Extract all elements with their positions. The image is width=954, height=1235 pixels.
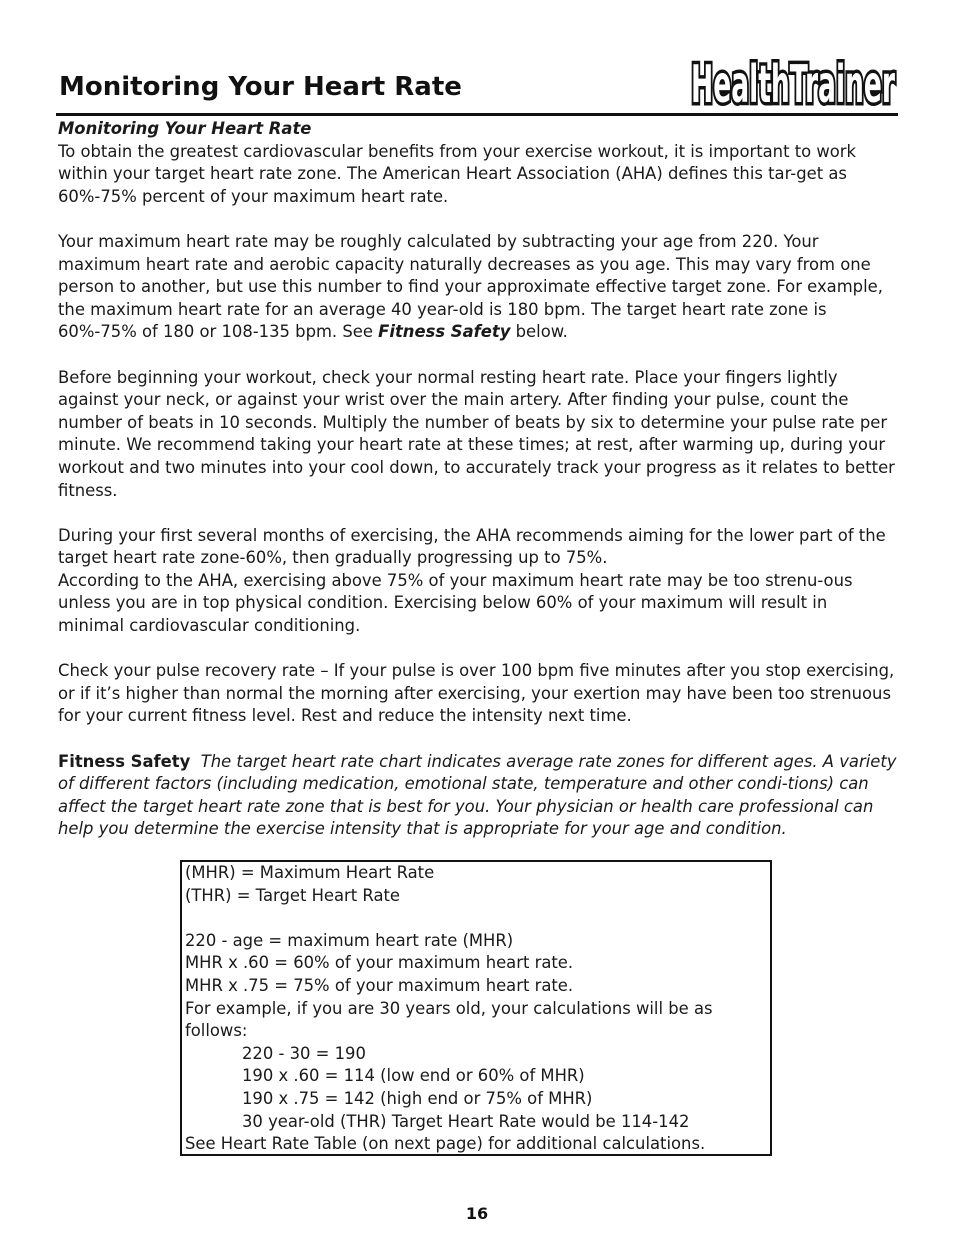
calc-line-see-table: See Heart Rate Table (on next page) for additional calculations. xyxy=(185,1134,706,1154)
paragraph-resting-rate: Before beginning your workout, check your normal resting heart rate. Place your fingers lightly against your neck, or against your wrist over the main artery. After finding your pulse, count the number of beats in 10 seconds. Multiply the number of beats by six to determine your pulse rate per minute. We recommend taking your heart rate at these times; at rest, after warming up, during your workout and two minutes into your cool down, to accurately track your progress as it relates to better fitness. xyxy=(58,367,895,500)
logo-text-fill: HealthTrainer xyxy=(691,55,896,111)
calc-line-thr-def: (THR) = Target Heart Rate xyxy=(185,885,400,905)
heart-rate-calculation-box xyxy=(180,860,772,1156)
page-number: 16 xyxy=(465,1204,489,1223)
logo-text-outline: HealthTrainer xyxy=(691,55,896,111)
paragraph-recovery-rate: Check your pulse recovery rate – If your pulse is over 100 bpm five minutes after you stop exercising, or if it’s higher than normal the morning after exercising, your exertion may have been too strenuous for your current fitness level. Rest and reduce the intensity next time. xyxy=(58,661,895,726)
calc-line-mhr-def: (MHR) = Maximum Heart Rate xyxy=(185,863,435,882)
calc-line-75: MHR x .75 = 75% of your maximum heart rate. xyxy=(185,975,574,995)
paragraph-max-heart-rate xyxy=(58,231,898,344)
fitness-safety-label: Fitness Safety xyxy=(58,751,191,771)
calc-line-step2: 190 x .60 = 114 (low end or 60% of MHR) xyxy=(242,1066,585,1086)
calc-line-60: MHR x .60 = 60% of your maximum heart rate. xyxy=(185,953,574,973)
paragraph-target-zone: To obtain the greatest cardiovascular benefits from your exercise workout, it is important to work within your target heart rate zone. The American Heart Association (AHA) defines this tar-get as 60%-75% percent of your maximum heart rate. xyxy=(58,141,857,206)
page-title: Monitoring Your Heart Rate xyxy=(59,72,462,102)
header-divider xyxy=(56,113,898,116)
paragraph-first-months: During your first several months of exercising, the AHA recommends aiming for the lower part of the target heart rate zone-60%, then gradually progressing up to 75%. xyxy=(58,525,886,568)
healthtrainer-logo xyxy=(688,54,898,111)
paragraph-fitness-safety xyxy=(58,751,898,841)
paragraph-max-heart-rate-tail: below. xyxy=(510,322,568,342)
fitness-safety-reference: Fitness Safety xyxy=(378,322,511,342)
calc-line-step1: 220 - 30 = 190 xyxy=(242,1043,366,1063)
calc-line-step3: 190 x .75 = 142 (high end or 75% of MHR) xyxy=(242,1088,593,1108)
paragraph-aha-warning: According to the AHA, exercising above 75% of your maximum heart rate may be too strenu-ous unless you are in top physical condition. Exercising below 60% of your maximum will result in minimal cardiovascular conditioning. xyxy=(58,570,853,636)
fitness-safety-text: The target heart rate chart indicates average rate zones for different ages. A variety of different factors (including medication, emotional state, temperature and other condi-tions) can affect the target heart rate zone that is best for you. Your physician or health care professional can help you determine the exercise intensity that is appropriate for your age and condition. xyxy=(58,751,897,839)
paragraph-max-heart-rate-text: Your maximum heart rate may be roughly calculated by subtracting your age from 220. Your maximum heart rate and aerobic capacity naturally decreases as you age. This may vary from one person to another, but use this number to find your approximate effective target zone. For example, the maximum heart rate for an average 40 year-old is 180 bpm. The target heart rate zone is 60%-75% of 180 or 108-135 bpm. See xyxy=(58,231,883,342)
calc-line-formula: 220 - age = maximum heart rate (MHR) xyxy=(185,930,514,950)
calc-line-example: For example, if you are 30 years old, your calculations will be as follows: xyxy=(185,998,713,1041)
calc-line-result: 30 year-old (THR) Target Heart Rate would be 114-142 xyxy=(242,1111,690,1131)
main-content xyxy=(58,118,898,841)
section-subheading: Monitoring Your Heart Rate xyxy=(58,119,312,138)
